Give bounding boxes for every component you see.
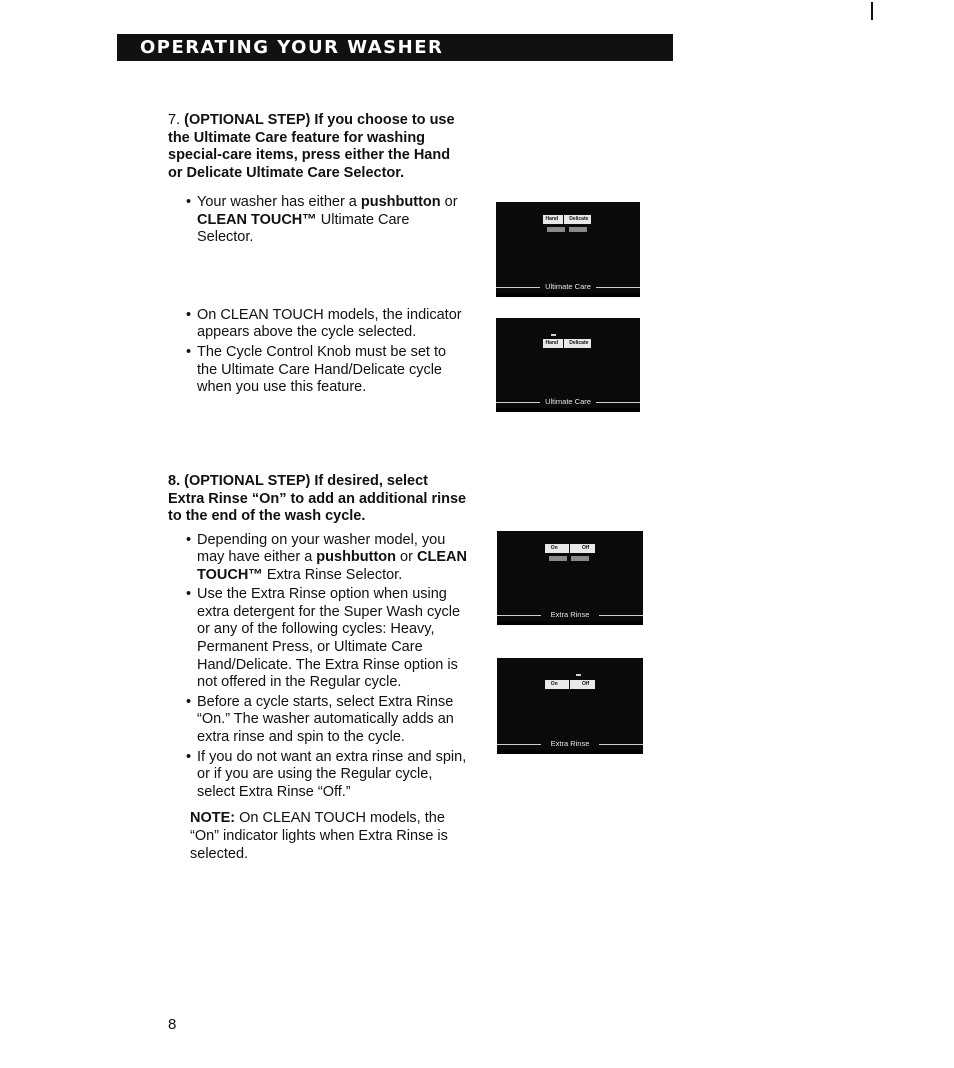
step-7-number: 7.: [168, 112, 181, 128]
symbol-glyphs: [547, 227, 587, 232]
hand-button[interactable]: Hand: [545, 216, 559, 222]
indicator-light: [551, 334, 556, 336]
list-item: • Before a cycle starts, select Extra Rinse “On.” The washer automatically adds an extra rinse and spin to the cycle.: [186, 694, 468, 747]
step-7-bullets-b: [186, 307, 468, 397]
hand-button[interactable]: Hand: [545, 340, 559, 346]
step-8: [168, 473, 468, 863]
list-item: • If you do not want an extra rinse and spin, or if you are using the Regular cycle, select Extra Rinse “Off.”: [186, 749, 468, 802]
ultimate-care-label: Ultimate Care: [545, 282, 591, 291]
step-8-heading-text: (OPTIONAL STEP) If desired, select Extra Rinse “On” to add an additional rinse to the end of the wash cycle.: [168, 473, 467, 524]
step-8-bullets: [186, 532, 468, 802]
list-item: • The Cycle Control Knob must be set to the Ultimate Care Hand/Delicate cycle when you use this feature.: [186, 344, 468, 397]
list-item: • Depending on your washer model, you may have either a pushbutton or CLEAN TOUCH™ Extra Rinse Selector.: [186, 532, 468, 585]
list-item: • On CLEAN TOUCH models, the indicator appears above the cycle selected.: [186, 307, 468, 342]
extra-rinse-label: Extra Rinse: [550, 610, 590, 619]
note: [190, 810, 468, 863]
delicate-button[interactable]: Delicate: [569, 216, 589, 222]
step-7-heading-text: (OPTIONAL STEP) If you choose to use the Ultimate Care feature for washing special-care items, press either the Hand or Delicate Ultimate Care Selector.: [168, 112, 455, 181]
extra-rinse-buttons: [545, 544, 595, 553]
list-item: • Your washer has either a pushbutton or CLEAN TOUCH™ Ultimate Care Selector.: [186, 194, 468, 247]
list-item: • Use the Extra Rinse option when using extra detergent for the Super Wash cycle or any of the following cycles: Heavy, Permanent Press, or Ultimate Care Hand/Delicate. The Extra Rinse option is not offered in the Regular cycle.: [186, 586, 468, 692]
step-8-number: 8.: [168, 473, 181, 489]
off-button[interactable]: Off: [581, 545, 590, 551]
step-7-heading: [168, 112, 468, 182]
delicate-button[interactable]: Delicate: [569, 340, 589, 346]
on-button[interactable]: On: [550, 545, 558, 551]
step-7: [168, 112, 468, 399]
ultimate-care-touch-buttons: [543, 339, 591, 348]
ultimate-care-label: Ultimate Care: [545, 397, 591, 406]
ultimate-care-buttons: [543, 215, 591, 224]
note-text: On CLEAN TOUCH models, the “On” indicator lights when Extra Rinse is selected.: [190, 810, 448, 862]
ultimate-care-pushbutton-panel: [496, 202, 640, 297]
extra-rinse-touch-buttons: [545, 680, 595, 689]
margin-mark: [871, 2, 873, 20]
section-header: OPERATING YOUR WASHER: [117, 34, 673, 61]
indicator-light: [576, 674, 581, 676]
extra-rinse-label: Extra Rinse: [550, 739, 590, 748]
note-label: NOTE:: [190, 810, 236, 827]
step-8-heading: [168, 473, 468, 526]
page-number: 8: [168, 1016, 177, 1033]
on-button[interactable]: On: [550, 681, 558, 687]
step-7-bullets-a: [186, 194, 468, 247]
extra-rinse-clean-touch-panel: [497, 658, 643, 754]
extra-rinse-pushbutton-panel: [497, 531, 643, 625]
ultimate-care-clean-touch-panel: [496, 318, 640, 412]
off-button[interactable]: Off: [581, 681, 590, 687]
symbol-glyphs: [549, 556, 589, 561]
